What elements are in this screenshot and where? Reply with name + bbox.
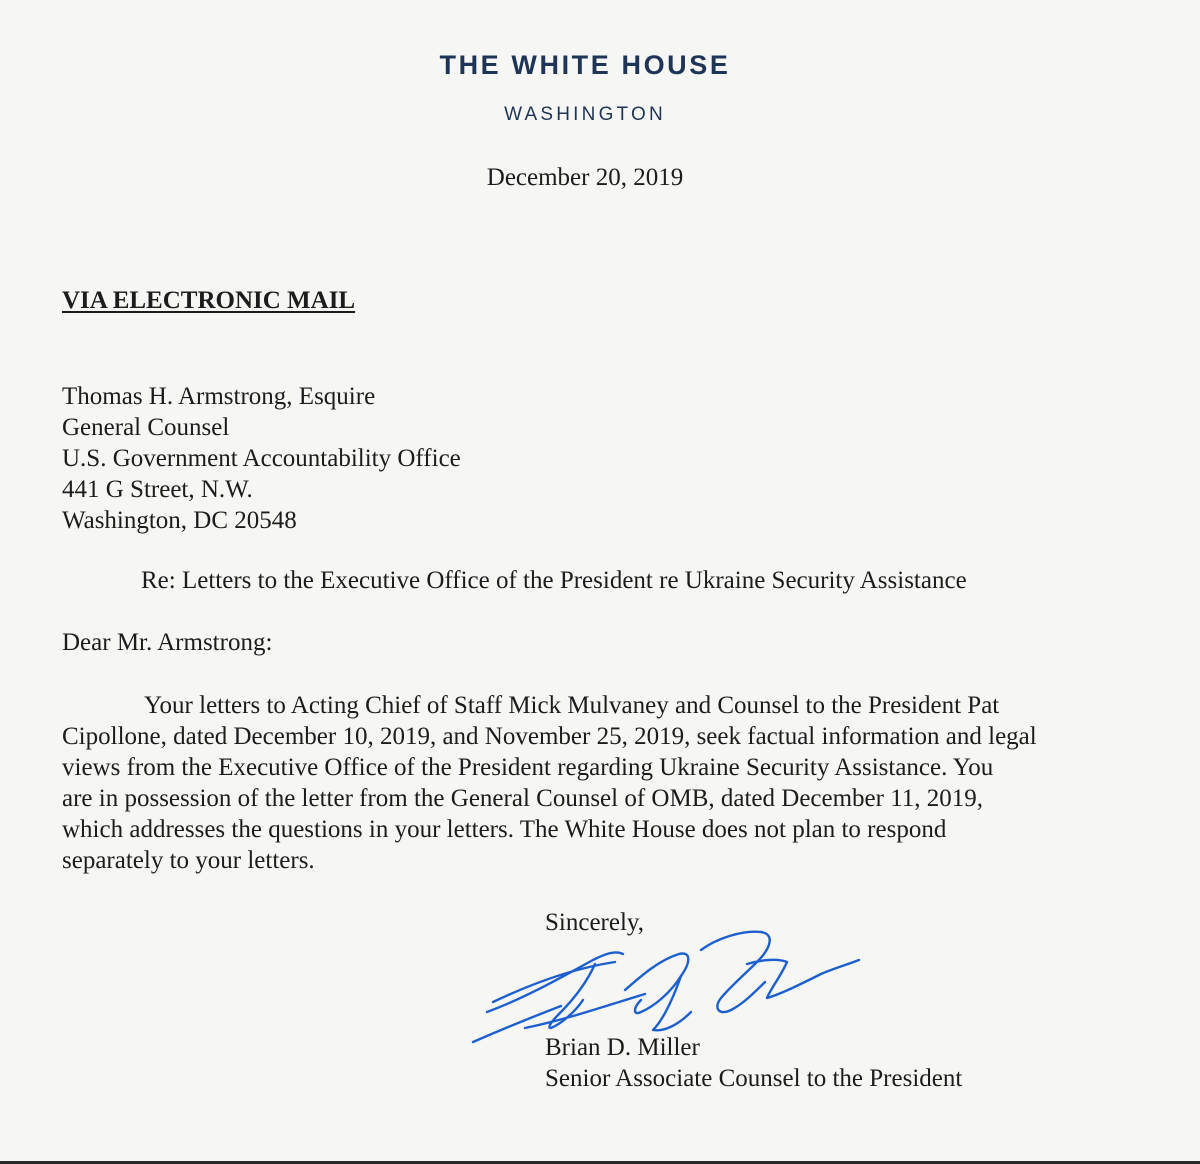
recipient-name: Thomas H. Armstrong, Esquire	[62, 383, 376, 410]
body-line: views from the Executive Office of the President regarding Ukraine Security Assistance. You	[62, 754, 994, 781]
closing: Sincerely,	[545, 909, 645, 936]
recipient-title: General Counsel	[62, 414, 230, 441]
signer-title: Senior Associate Counsel to the President	[545, 1065, 963, 1092]
delivery-method: VIA ELECTRONIC MAIL	[62, 287, 356, 314]
signer-block	[545, 1032, 962, 1094]
recipient-organization: U.S. Government Accountability Office	[62, 445, 461, 472]
body-line: Your letters to Acting Chief of Staff Mick Mulvaney and Counsel to the President Pat	[144, 692, 1000, 719]
body-line: which addresses the questions in your letters. The White House does not plan to respond	[62, 816, 947, 843]
body-line: are in possession of the letter from the General Counsel of OMB, dated December 11, 2019,	[62, 785, 984, 812]
letter-date: December 20, 2019	[486, 164, 684, 191]
recipient-address	[62, 381, 461, 536]
body-line: Cipollone, dated December 10, 2019, and November 25, 2019, seek factual information and legal	[62, 723, 1037, 750]
handwritten-signature	[465, 920, 875, 1050]
recipient-street: 441 G Street, N.W.	[62, 476, 253, 503]
subject-line: Re: Letters to the Executive Office of the President re Ukraine Security Assistance	[141, 567, 967, 594]
body-line: separately to your letters.	[62, 847, 315, 874]
signer-name: Brian D. Miller	[545, 1034, 700, 1061]
letterhead-title: THE WHITE HOUSE	[439, 50, 731, 80]
recipient-city: Washington, DC 20548	[62, 507, 297, 534]
letter-body	[62, 690, 1142, 876]
letterhead-subtitle: WASHINGTON	[504, 104, 666, 125]
salutation: Dear Mr. Armstrong:	[62, 629, 273, 656]
